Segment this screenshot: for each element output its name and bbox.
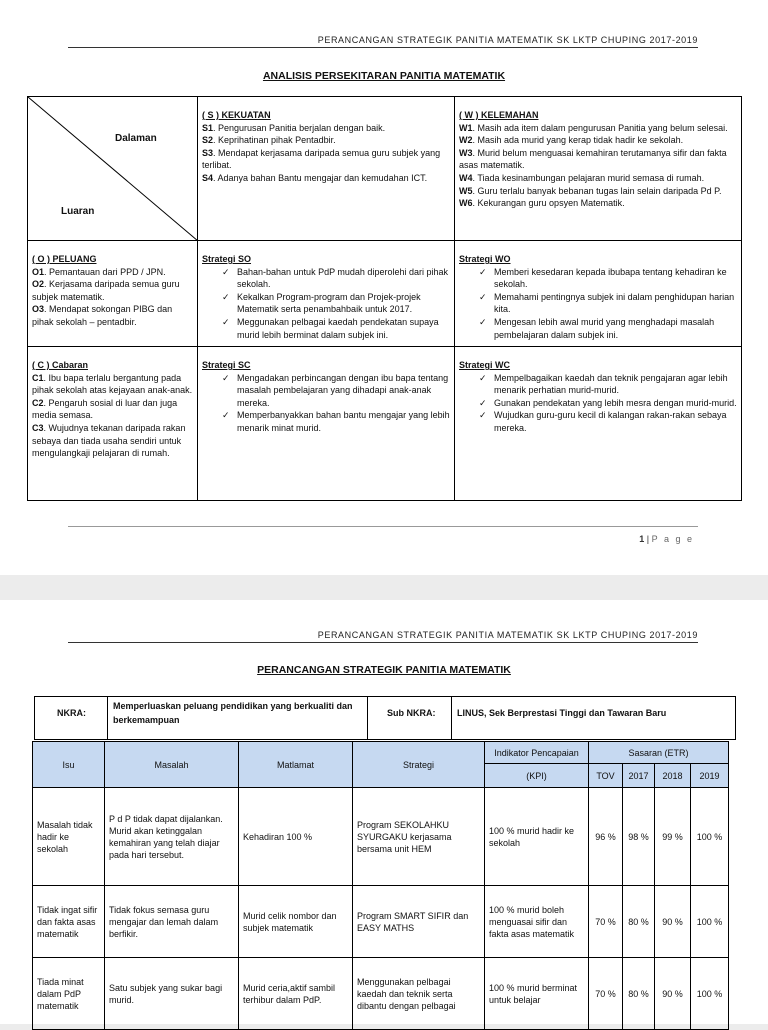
weakness-item: W5. Guru terlalu banyak bebanan tugas lain selain daripada Pd P.: [459, 185, 722, 196]
strategy-wo-item: ✓ Memahami pentingnya subjek ini dalam penghidupan harian kita.: [459, 291, 737, 316]
cell-matlamat: Kehadiran 100 %: [239, 788, 353, 886]
plan-title: PERANCANGAN STRATEGIK PANITIA MATEMATIK: [257, 664, 511, 676]
cell-target: 98 %: [623, 788, 655, 886]
strategy-wo-item: ✓ Memberi kesedaran kepada ibubapa tentang kehadiran ke sekolah.: [459, 266, 737, 291]
cell-kpi: 100 % murid boleh menguasai sifir dan fakta asas matematik: [485, 886, 589, 958]
col-year: TOV: [589, 764, 623, 788]
strength-item: S4. Adanya bahan Bantu mengajar dan kemudahan ICT.: [202, 172, 428, 183]
weakness-item: W1. Masih ada item dalam pengurusan Panitia yang belum selesai.: [459, 122, 728, 133]
cell-isu: Tidak ingat sifir dan fakta asas matematik: [33, 886, 105, 958]
opportunities-heading: ( O ) PELUANG: [32, 254, 97, 264]
strengths-heading: ( S ) KEKUATAN: [202, 110, 271, 120]
strategy-so-item: ✓ Kekalkan Program-program dan Projek-projek Matematik serta penambahbaik untuk 2017.: [202, 291, 450, 316]
strength-item: S1. Pengurusan Panitia berjalan dengan baik.: [202, 122, 386, 133]
col-year: 2017: [623, 764, 655, 788]
page-number: 1 | P a g e: [639, 534, 694, 544]
running-header: PERANCANGAN STRATEGIK PANITIA MATEMATIK SK LKTP CHUPING 2017-2019: [317, 35, 698, 45]
strategy-wc-cell: [455, 347, 742, 501]
strategy-wc-item: ✓ Gunakan pendekatan yang lebih mesra dengan murid-murid.: [459, 397, 737, 410]
corner-bottom-label: Luaran: [61, 206, 95, 217]
opportunity-item: O3. Mendapat sokongan PIBG dan pihak sekolah – pentadbir.: [32, 304, 173, 327]
weakness-item: W6. Kekurangan guru opsyen Matematik.: [459, 198, 625, 209]
swot-table: [27, 96, 742, 501]
corner-top-label: Dalaman: [115, 133, 157, 144]
col-isu: Isu: [33, 742, 105, 788]
strategy-wo-heading: Strategi WO: [459, 254, 511, 264]
threat-item: C1. Ibu bapa terlalu bergantung pada pihak sekolah atas kejayaan anak-anak.: [32, 372, 193, 396]
col-sasaran: Sasaran (ETR): [589, 742, 729, 764]
nkra-box: [34, 696, 736, 740]
header-rule: [68, 47, 698, 48]
weaknesses-cell: [455, 97, 742, 241]
col-masalah: Masalah: [105, 742, 239, 788]
strategy-sc-item: ✓ Memperbanyakkan bahan bantu mengajar yang lebih menarik minat murid.: [202, 409, 450, 434]
strategy-wc-item: ✓ Mempelbagaikan kaedah dan teknik pengajaran agar lebih menarik perhatian murid-murid.: [459, 372, 737, 397]
opportunity-item: O2. Kerjasama daripada semua guru subjek matematik.: [32, 279, 180, 302]
sub-nkra-value: LINUS, Sek Berprestasi Tinggi dan Tawaran Baru: [457, 708, 667, 718]
cell-target: 99 %: [655, 788, 691, 886]
col-kpi-sub: (KPI): [485, 764, 589, 788]
page-title: ANALISIS PERSEKITARAN PANITIA MATEMATIK: [262, 70, 506, 82]
weaknesses-heading: ( W ) KELEMAHAN: [459, 110, 539, 120]
table-row: [33, 958, 729, 1030]
cell-masalah: Tidak fokus semasa guru mengajar dan lemah dalam berfikir.: [105, 886, 239, 958]
table-row: [33, 788, 729, 886]
cell-kpi: 100 % murid berminat untuk belajar: [485, 958, 589, 1030]
strategy-so-heading: Strategi SO: [202, 254, 252, 264]
strategic-plan-table: [32, 741, 729, 1030]
cell-target: 80 %: [623, 958, 655, 1030]
strategy-wo-item: ✓ Mengesan lebih awal murid yang menghadapi masalah pembelajaran dalam subjek ini.: [459, 316, 737, 341]
col-kpi: Indikator Pencapaian: [485, 742, 589, 764]
strategy-wc-heading: Strategi WC: [459, 360, 511, 370]
strengths-cell: [198, 97, 455, 241]
strategy-wc-item: ✓ Wujudkan guru-guru kecil di kalangan rakan-rakan sebaya mereka.: [459, 409, 737, 434]
cell-masalah: P d P tidak dapat dijalankan. Murid akan ketinggalan kemahiran yang telah diajar pada hari tersebut.: [105, 788, 239, 886]
cell-target: 90 %: [655, 886, 691, 958]
cell-target: 80 %: [623, 886, 655, 958]
cell-kpi: 100 % murid hadir ke sekolah: [485, 788, 589, 886]
cell-target: 96 %: [589, 788, 623, 886]
cell-isu: Masalah tidak hadir ke sekolah: [33, 788, 105, 886]
weakness-item: W4. Tiada kesinambungan pelajaran murid semasa di rumah.: [459, 172, 705, 183]
footer-rule: [68, 526, 698, 527]
col-matlamat: Matlamat: [239, 742, 353, 788]
cell-strategi: Program SMART SIFIR dan EASY MATHS: [353, 886, 485, 958]
weakness-item: W3. Murid belum menguasai kemahiran terutamanya sifir dan fakta asas matematik.: [459, 147, 727, 171]
cell-matlamat: Murid ceria,aktif sambil terhibur dalam PdP.: [239, 958, 353, 1030]
cell-masalah: Satu subjek yang sukar bagi murid.: [105, 958, 239, 1030]
strategy-sc-cell: [198, 347, 455, 501]
threat-item: C2. Pengaruh sosial di luar dan juga media semasa.: [32, 397, 178, 421]
strategy-sc-item: ✓ Mengadakan perbincangan dengan ibu bapa tentang masalah pembelajaran yang dihadapi anak-anak mereka.: [202, 372, 450, 410]
threats-heading: ( C ) Cabaran: [32, 360, 89, 370]
strategy-sc-heading: Strategi SC: [202, 360, 251, 370]
threat-item: C3. Wujudnya tekanan daripada rakan sebaya dan tiada usaha sendiri untuk mengulangkaji pelajaran di rumah.: [32, 422, 186, 459]
threats-cell: [28, 347, 198, 501]
table-row: [33, 886, 729, 958]
cell-target: 100 %: [691, 788, 729, 886]
col-year: 2019: [691, 764, 729, 788]
cell-target: 90 %: [655, 958, 691, 1030]
weakness-item: W2. Masih ada murid yang kerap tidak hadir ke sekolah.: [459, 135, 684, 146]
cell-target: 100 %: [691, 886, 729, 958]
cell-target: 70 %: [589, 886, 623, 958]
strength-item: S3. Mendapat kerjasama daripada semua guru subjek yang terlibat.: [202, 147, 441, 171]
diagonal-line: [28, 97, 198, 241]
strength-item: S2. Keprihatinan pihak Pentadbir.: [202, 135, 336, 146]
strategy-so-item: ✓ Bahan-bahan untuk PdP mudah diperolehi dari pihak sekolah.: [202, 266, 450, 291]
col-year: 2018: [655, 764, 691, 788]
sub-nkra-label: Sub NKRA:: [387, 708, 436, 718]
cell-target: 100 %: [691, 958, 729, 1030]
header-rule-2: [68, 642, 698, 643]
strategy-so-cell: [198, 241, 455, 347]
opportunity-item: O1. Pemantauan dari PPD / JPN.: [32, 266, 166, 277]
cell-target: 70 %: [589, 958, 623, 1030]
cell-strategi: Menggunakan pelbagai kaedah dan teknik serta dibantu dengan pelbagai: [353, 958, 485, 1030]
opportunities-cell: [28, 241, 198, 347]
nkra-value: Memperluaskan peluang pendidikan yang berkualiti dan berkemampuan: [113, 701, 353, 725]
cell-matlamat: Murid celik nombor dan subjek matematik: [239, 886, 353, 958]
running-header-2: PERANCANGAN STRATEGIK PANITIA MATEMATIK SK LKTP CHUPING 2017-2019: [317, 630, 698, 640]
cell-isu: Tiada minat dalam PdP matematik: [33, 958, 105, 1030]
nkra-label: NKRA:: [57, 708, 86, 718]
cell-strategi: Program SEKOLAHKU SYURGAKU kerjasama bersama unit HEM: [353, 788, 485, 886]
strategy-so-item: ✓ Meggunakan pelbagai kaedah pendekatan supaya murid lebih berminat dalam subjek ini.: [202, 316, 450, 341]
strategy-wo-cell: [455, 241, 742, 347]
corner-cell: [28, 97, 198, 241]
col-strategi: Strategi: [353, 742, 485, 788]
